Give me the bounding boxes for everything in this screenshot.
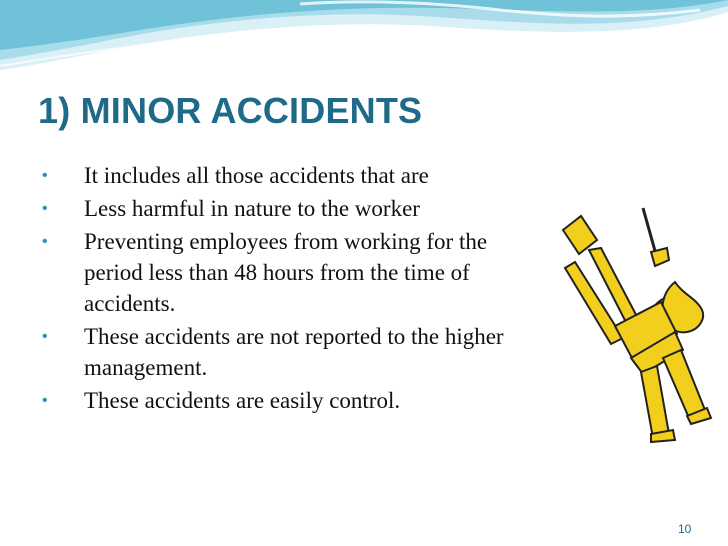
slide-title: 1) MINOR ACCIDENTS	[38, 90, 423, 131]
bullet-icon: •	[42, 200, 48, 217]
wave-header-decoration	[0, 0, 728, 80]
bullet-item	[40, 321, 540, 383]
bullet-list	[40, 160, 540, 418]
falling-worker-icon	[545, 190, 720, 445]
bullet-icon: •	[42, 233, 48, 250]
bullet-text: These accidents are easily control.	[84, 388, 401, 413]
bullet-icon: •	[42, 167, 48, 184]
bullet-item	[40, 226, 540, 319]
bullet-text: Less harmful in nature to the worker	[84, 196, 420, 221]
bullet-text: Preventing employees from working for the period less than 48 hours from the time of accidents.	[84, 229, 488, 316]
bullet-text: It includes all those accidents that are	[84, 163, 429, 188]
bullet-item	[40, 193, 540, 224]
bullet-text: These accidents are not reported to the higher management.	[84, 324, 504, 380]
bullet-icon: •	[42, 392, 48, 409]
bullet-item	[40, 385, 540, 416]
bullet-item	[40, 160, 540, 191]
page-number: 10	[678, 522, 692, 536]
bullet-icon: •	[42, 328, 48, 345]
